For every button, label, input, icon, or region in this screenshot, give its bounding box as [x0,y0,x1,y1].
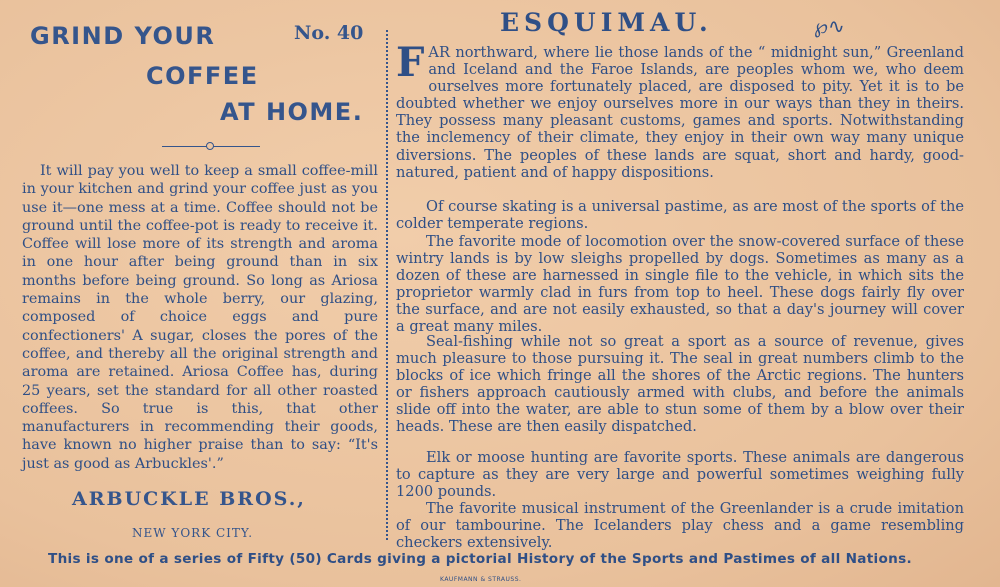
article-paragraph-4: Seal-fishing while not so great a sport as a source of revenue, gives much pleasure to those pursuing it. The seal in great numbers climb to the blocks of ice which fringe all the shores of the Arctic regions. The hunters or fishers approach cautiously armed with clubs, and before the animals slide off into the water, are able to stun some of them by a blow over their heads. These are then easily dispatched. [396,333,964,436]
article-paragraph-1 [396,39,964,181]
flourish-icon: ℘∿ [814,14,845,38]
headline-line-1: GRIND YOUR [30,22,216,50]
rule-ornament-icon [206,142,214,150]
paragraph-1-text: AR northward, where lie those lands of the “ midnight sun,” Greenland and Iceland and the Faroe Islands, are peoples whom we, who deem ourselves more fortunately placed, are disposed to pity. Yet it is to be doubted whether we enjoy ourselves more in our ways than they in theirs. They possess many pleasant customs, games and sports. Notwithstanding the inclemency of their climate, they enjoy in their own way many unique diversions. The peoples of these lands are squat, short and hardy, good-natured, patient and of happy dispositions. [396,44,964,181]
coffee-ad-column [22,14,382,544]
column-divider [386,30,388,540]
article-paragraph-5: Elk or moose hunting are favorite sports. These animals are dangerous to capture as they are very large and powerful sometimes weighing fully 1200 pounds. [396,449,964,501]
coffee-ad-body: It will pay you well to keep a small coffee-mill in your kitchen and grind your coffee just as you use it—one mess at a time. Coffee should not be ground until the coffee-pot is ready to receive it. Coffee will lose more of its strength and aroma in one hour after being ground than in six months before being ground. So long as Ariosa remains in the whole berry, our glazing, composed of choice eggs and pure confectioners' A sugar, closes the pores of the coffee, and thereby all the original strength and aroma are retained. Ariosa Coffee has, during 25 years, set the standard for all other roasted coffees. So true is this, that other manufacturers in recommending their goods, have known no higher praise than to say: “It's just as good as Arbuckles'.” [22,163,378,472]
drop-cap: F [396,39,425,86]
headline-line-3: AT HOME. [220,98,364,126]
card-number: No. 40 [294,22,364,44]
article-title: ESQUIMAU. [500,8,713,37]
firm-name: ARBUCKLE BROS., [72,488,306,510]
article-paragraph-2: Of course skating is a universal pastime, as are most of the sports of the colder temperate regions. [396,198,964,233]
article-paragraph-3: The favorite mode of locomotion over the snow-covered surface of these wintry lands is by low sleighs propelled by dogs. Sometimes as many as a dozen of these are harnessed in single file to the vehicle, in which sits the proprietor warmly clad in furs from top to heel. These dogs fairly fly over the surface, and are not easily exhausted, so that a day's journey will cover a great many miles. [396,233,964,336]
printer-credit: KAUFMANN & STRAUSS. [440,576,522,583]
article-paragraph-6: The favorite musical instrument of the Greenlander is a crude imitation of our tambourine. The Icelanders play chess and a game resembling checkers extensively. [396,500,964,552]
firm-city: NEW YORK CITY. [132,526,254,540]
headline-line-2: COFFEE [146,62,259,90]
series-footer: This is one of a series of Fifty (50) Cards giving a pictorial History of the Sports and Pastimes of all Nations. [48,551,912,567]
